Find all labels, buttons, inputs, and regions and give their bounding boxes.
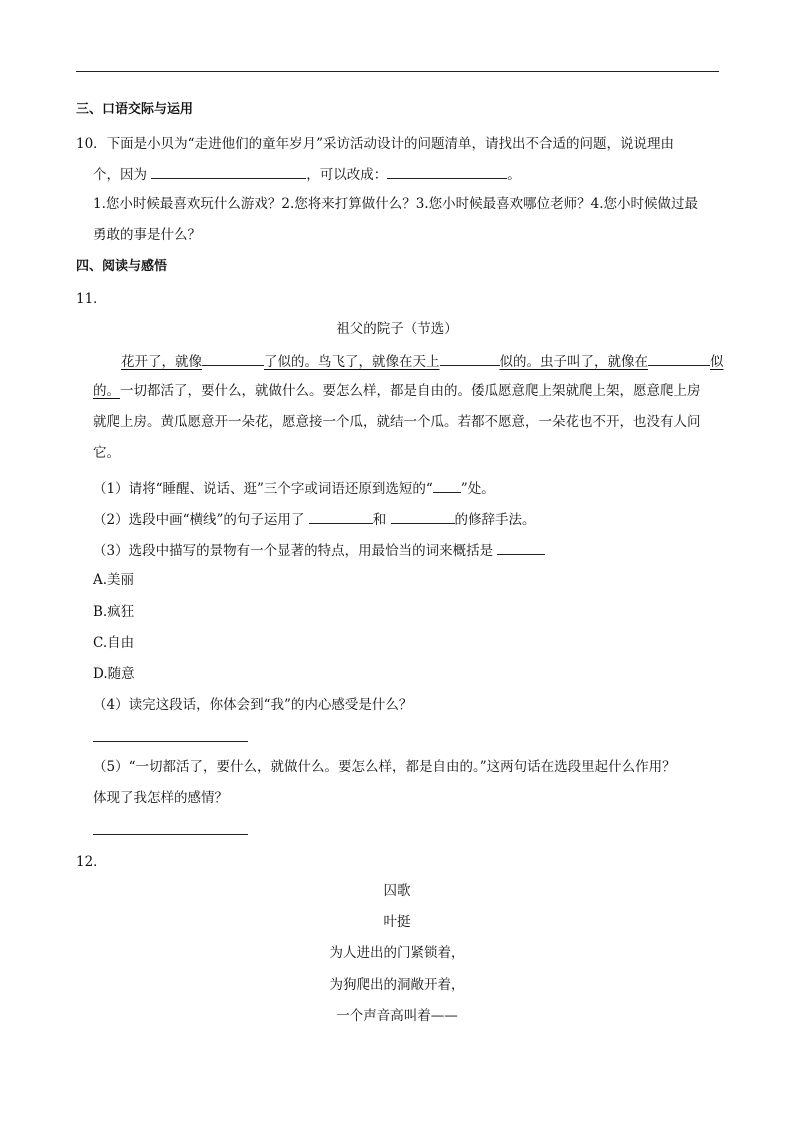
q10-rewrite-blank[interactable] bbox=[387, 164, 507, 179]
q12-number: 12． bbox=[76, 854, 107, 870]
q10-period: 。 bbox=[507, 167, 521, 183]
q11-sub1-text: （1）请将“睡醒、说话、逛”三个字或词语还原到选短的“ bbox=[93, 481, 433, 497]
q12-poem-author: 叶挺 bbox=[383, 914, 411, 930]
passage-underlined-1: 花开了，就像 bbox=[121, 354, 202, 370]
q11-passage-line-3: 就爬上房。黄瓜愿意开一朵花，愿意接一个瓜，就结一个瓜。若都不愿意，一朵花也不开，也没有人问 bbox=[93, 414, 701, 430]
section-3-heading: 三、口语交际与运用 bbox=[76, 102, 194, 117]
q10-because-label: 个，因为 bbox=[93, 167, 147, 183]
q11-sub3 bbox=[93, 540, 545, 560]
q10-question-list-cont: 勇敢的事是什么？ bbox=[93, 227, 201, 243]
passage-blank-3[interactable] bbox=[648, 351, 710, 366]
q11-sub2-and: 和 bbox=[372, 512, 387, 528]
q11-sub2-text: （2）选段中画“横线”的句子运用了 bbox=[93, 512, 305, 528]
q11-sub2 bbox=[93, 509, 536, 529]
q11-passage-title: 祖父的院子（节选） bbox=[336, 321, 458, 337]
q12-verse-3: 一个声音高叫着—— bbox=[336, 1008, 458, 1024]
passage-underlined-4: 似 bbox=[710, 354, 724, 370]
q10-change-label: ，可以改成： bbox=[306, 167, 388, 183]
q10-prompt: 下面是小贝为“走进他们的童年岁月”采访活动设计的问题清单，请找出不合适的问题，说说理由 bbox=[106, 136, 674, 152]
q11-sub3-text: （3）选段中描写的景物有一个显著的特点，用最恰当的词来概括是 bbox=[93, 543, 494, 559]
q11-passage-line-4: 它。 bbox=[93, 445, 120, 461]
q11-sub4: （4）读完这段话，你体会到“我”的内心感受是什么？ bbox=[93, 697, 413, 713]
q11-sub2-blank-2[interactable] bbox=[391, 509, 455, 524]
q12-verse-1: 为人进出的门紧锁着， bbox=[329, 945, 465, 961]
q11-option-d[interactable]: D.随意 bbox=[93, 666, 135, 682]
section-4-heading: 四、阅读与感悟 bbox=[76, 259, 168, 274]
q10-number: 10． bbox=[76, 136, 107, 152]
q11-sub2-blank-1[interactable] bbox=[309, 509, 373, 524]
q11-option-b[interactable]: B.疯狂 bbox=[93, 604, 135, 620]
q11-sub1-blank[interactable] bbox=[433, 478, 461, 493]
q11-passage-line-1 bbox=[121, 351, 724, 371]
q11-passage-line-2 bbox=[93, 382, 701, 400]
passage-blank-2[interactable] bbox=[440, 351, 500, 366]
header-rule bbox=[76, 71, 719, 72]
q11-sub2-end: 的修辞手法。 bbox=[454, 512, 536, 528]
q11-sub1-end: ”处。 bbox=[460, 481, 495, 497]
q11-sub4-answer-line[interactable] bbox=[93, 741, 248, 742]
passage-text-2: 一切都活了，要什么，就做什么。要怎么样，都是自由的。倭瓜愿意爬上架就爬上架，愿意爬上房 bbox=[120, 383, 701, 399]
q11-number: 11． bbox=[76, 291, 107, 307]
q10-question-list: 1.您小时候最喜欢玩什么游戏？2.您将来打算做什么？3.您小时候最喜欢哪位老师？4.您小时候做过最 bbox=[93, 196, 699, 212]
passage-underlined-5: 的。 bbox=[93, 383, 120, 399]
q11-sub5-line-1: （5）“一切都活了，要什么，就做什么。要怎么样，都是自由的。”这两句话在选段里起什么作用？ bbox=[93, 759, 676, 775]
q12-poem-title: 囚歌 bbox=[383, 883, 411, 899]
q11-sub5-answer-line[interactable] bbox=[93, 834, 248, 835]
q12-verse-2: 为狗爬出的洞敞开着， bbox=[329, 977, 465, 993]
q11-sub3-blank[interactable] bbox=[497, 540, 545, 555]
q10-reason-blank[interactable] bbox=[151, 164, 306, 179]
q10-line-1 bbox=[76, 135, 674, 153]
passage-underlined-3: 似的。虫子叫了，就像在 bbox=[499, 354, 648, 370]
passage-blank-1[interactable] bbox=[202, 351, 264, 366]
q10-line-2 bbox=[93, 164, 521, 184]
passage-underlined-2: 了似的。鸟飞了，就像在天上 bbox=[264, 354, 440, 370]
q11-sub1 bbox=[93, 478, 495, 498]
q11-option-c[interactable]: C.自由 bbox=[93, 635, 135, 651]
q11-option-a[interactable]: A.美丽 bbox=[93, 572, 135, 588]
q11-sub5-line-2: 体现了我怎样的感情？ bbox=[93, 790, 228, 806]
